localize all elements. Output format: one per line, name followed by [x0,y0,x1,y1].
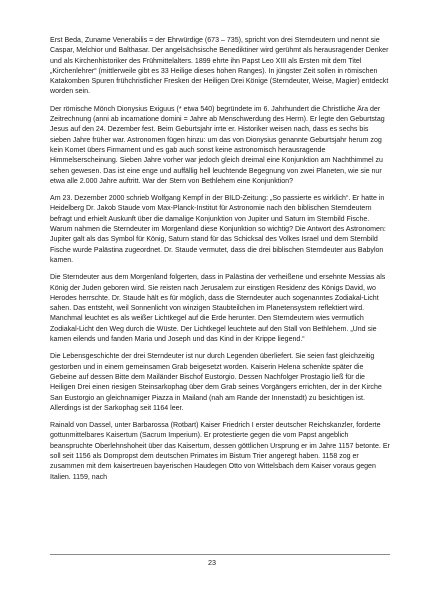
paragraph-rainald: Rainald von Dassel, unter Barbarossa (Rotbart) Kaiser Friedrich I erster deutscher Reichskanzler, forderte gottunmittelbares Kaisertum (Sacrum Imperium). Er protestierte gegen die vom Papst angeblich beanspruchte Oberlehnshoheit über das Kaisertum, dessen göttlichen Ursprung er im Jahre 1157 betonte. Er soll seit 1156 als Dompropst dem deutschen Primates im Bistum Trier angeregt haben. 1158 zog er zusammen mit dem kaisertreuen bayerischen Haudegen Otto von Wittelsbach dem Kaiser voraus gegen Italien. 1159, nach [50,422,390,481]
page-number: 23 [208,558,216,567]
footer-divider [50,554,390,555]
paragraph-kempf: Am 23. Dezember 2000 schrieb Wolfgang Kempf in der BILD-Zeitung: „So passierte es wirklich“. Er hatte in Heidelberg Dr. Jakob Staude vom Max-Planck-Institut für Astronomie nach den biblischen Sterndeutern befragt und erhielt Auskunft über die damalige Konjunktion von Jupiter und Saturn im Sternbild Fische. Warum nahmen die Sterndeuter im Morgenland diese Konjunktion so wichtig? Die Antwort des Astronomen: Jupiter galt als das Symbol für König, Saturn stand für das Schicksal des Volkes Israel und dem Sternbild Fische wurde Palästina zugeordnet. Dr. Staude vermutet, dass die drei biblischen Sterndeuter aus Babylon kamen. [50,195,386,264]
paragraph-morgenland: Die Sterndeuter aus dem Morgenland folgerten, dass in Palästina der verheißene und ersehnte Messias als König der Juden geboren wird. Sie reisten nach Jerusalem zur einstigen Residenz des Königs David, wo Herodes herrschte. Dr. Staude hält es für möglich, dass die Sterndeuter auch sogenanntes Zodiakal-Licht sahen. Das entsteht, weil Sonnenlicht von winzigen Staubteilchen im Planetensystem reflektiert wird. Manchmal leuchtet es als weißer Lichtkegel auf die Erde herunter. Den Sterndeutern wies vermutlich Zodiakal-Licht den Weg durch die Wüste. Der Lichtkegel leuchtete auf den Stall von Bethlehem. „Und sie kamen eilends und fanden Maria und Joseph und das Kind in der Krippe liegend.“ [50,274,386,344]
paragraph-beda: Erst Beda, Zuname Venerabilis = der Ehrwürdige (673 – 735), spricht von drei Sterndeutern und nennt sie Caspar, Melchior und Balthasar. Der angelsächsische Benediktiner wird gerühmt als herausragender Denker und als Kirchenhistoriker des Frühmittelalters. 1899 ehrte ihn Papst Leo XIII als Ersten mit dem Titel „Kirchenlehrer“ (mittlerweile gibt es 33 Heilige dieses hohen Ranges). In jüngster Zeit sollen in römischen Katakomben Spuren frühchristlicher Fresken der Heiligen Drei Könige (Sterndeuter, Weise, Magier) entdeckt worden sein. [50,37,389,96]
paragraph-lebensgeschichte: Die Lebensgeschichte der drei Sterndeuter ist nur durch Legenden überliefert. Sie seien fast gleichzeitig gestorben und in einem gemeinsamen Grab beigesetzt worden. Kaiserin Helena schenkte später die Gebeine auf dessen Bitte dem Mailänder Bischof Eustorgio. Dessen Nachfolger Prostagio ließ für die Heiligen Drei einen riesigen Steinsarkophag über dem Grab seines Vorgängers errichten, der in der Kirche San Eustorgio an gleichnamiger Piazza in Mailand (nah am Rande der Innenstadt) zu besichtigen ist. Allerdings ist der Sarkophag seit 1164 leer. [50,353,382,412]
paragraph-dionysius: Der römische Mönch Dionysius Exiguus (* etwa 540) begründete im 6. Jahrhundert die Christliche Ära der Zeitrechnung (anni ab incarnatione domini = Jahre ab Menschwerdung des Herrn). Er legte den Geburtstag Jesus auf den 24. Dezember fest. Beim Geburtsjahr irrte er. Historiker weisen nach, dass es sechs bis sieben Jahre früher war. Astronomen fügen hinzu: um das von Dionysius genannte Geburtsjahr herum zog kein Komet übers Firmament und es gab auch sonst keine astronomisch herausragende Himmelserscheinung. Sieben Jahre vorher war jedoch gleich dreimal eine Konjunktion am Nachthimmel zu sehen gewesen. Das ist eine enge und auffällig hell leuchtende Begegnung von zwei Planeten, wie sie nur etwa alle 2.000 Jahre auftritt. War der Stern von Bethlehem eine Konjunktion? [50,105,385,185]
body-text [50,36,390,490]
